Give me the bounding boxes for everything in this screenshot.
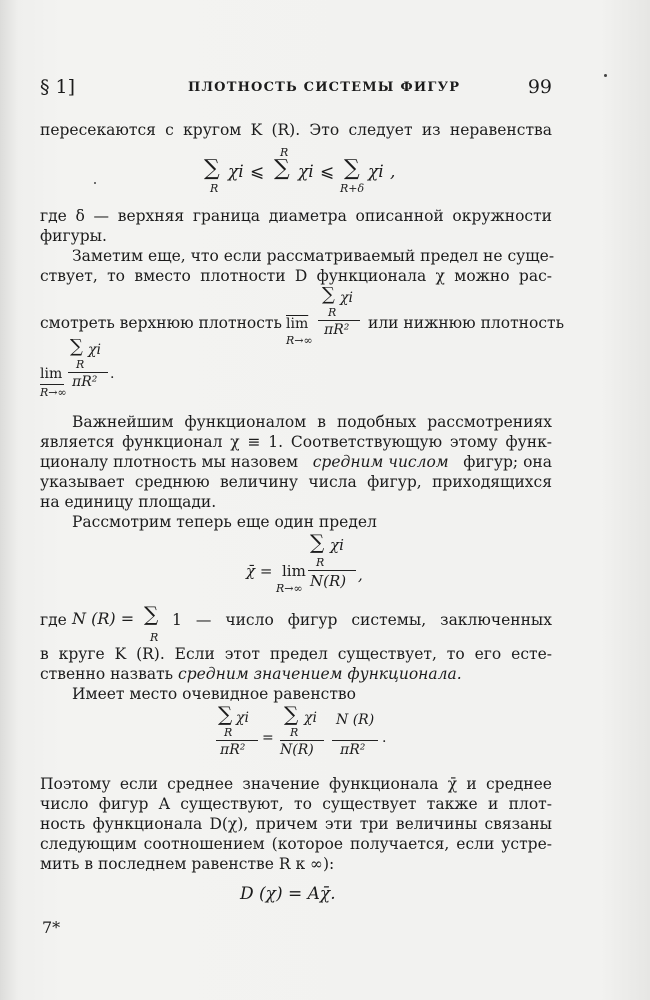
fraction-denominator: πR²	[220, 742, 246, 758]
fraction-denominator: πR²	[340, 742, 366, 758]
lim-subscript: R→∞	[40, 386, 67, 399]
fraction-bar	[318, 320, 360, 321]
text-line	[40, 452, 552, 472]
eq-comma: ,	[390, 162, 396, 182]
lim-subscript: R→∞	[276, 582, 303, 595]
NR-equals: N (R) =	[72, 609, 135, 628]
text-segment: фигур; она	[463, 453, 552, 471]
speck-mark	[94, 182, 96, 184]
text-segment: ственно назвать	[40, 665, 174, 683]
sum-symbol: ∑	[284, 702, 299, 726]
section-number: § 1]	[40, 76, 76, 98]
fraction-bar	[68, 372, 108, 373]
fraction-bar	[308, 570, 356, 571]
fraction-denominator: πR²	[72, 374, 98, 390]
lim-sup: $\overline{lim}$	[286, 316, 309, 332]
chi-i-term: χi	[298, 162, 314, 182]
sum-symbol: ∑	[322, 284, 335, 305]
running-header	[40, 76, 552, 102]
le-sign: ⩽	[320, 162, 335, 182]
text-line: пересекаются с кругом K (R). Это следует из неравенства	[40, 121, 552, 139]
fraction-bar	[332, 740, 378, 741]
sum-symbol: ∑	[344, 156, 360, 181]
density-relation-equation: D (χ) = Aχ̄.	[240, 884, 336, 904]
lower-density-expression	[40, 336, 120, 400]
sum-symbol: ∑	[144, 602, 159, 626]
sum-symbol: ∑	[274, 156, 290, 181]
equals-sign: =	[262, 730, 274, 746]
sum-symbol: ∑	[204, 156, 220, 181]
text-line: ствует, то вместо плотности D функционала χ можно рас-	[40, 267, 552, 285]
lim-operator: lim	[282, 562, 306, 580]
lim-inf: lim	[40, 366, 63, 382]
text-line	[40, 664, 552, 684]
equality-equation	[216, 702, 396, 766]
sum-subscript: R	[316, 556, 325, 569]
text-line: на единицу площади.	[40, 493, 217, 511]
sum-symbol: ∑	[218, 702, 233, 726]
mean-value-equation	[246, 530, 376, 602]
fraction-denominator: N(R)	[280, 742, 314, 758]
emphasis-term: средним значением функционала.	[178, 665, 462, 683]
chi-i-term: χi	[304, 710, 317, 726]
sum-subscript: R	[290, 726, 299, 739]
sum-subscript: R+δ	[340, 182, 365, 195]
speck-mark	[604, 74, 607, 77]
sum-subscript: R	[224, 726, 233, 739]
inequality-equation	[204, 146, 404, 196]
text-line: ность функционала D(χ), причем эти три величины связаны	[40, 815, 552, 833]
text-line: число фигур A существуют, то существует также и плот-	[40, 795, 552, 813]
text-line: Имеет место очевидное равенство	[72, 685, 356, 703]
chi-i-term: χi	[88, 342, 101, 358]
eq-comma: ,	[358, 566, 363, 584]
fraction-bar	[280, 740, 324, 741]
text-line: Поэтому если среднее значение функционала χ̄ и среднее	[40, 775, 552, 793]
text-line: Важнейшим функционалом в подобных рассмотрениях	[72, 413, 552, 431]
text-line: фигуры.	[40, 227, 107, 245]
sum-subscript: R	[76, 358, 85, 371]
text-line: является функционал χ ≡ 1. Соответствующую этому функ-	[40, 433, 552, 451]
fraction-denominator: N(R)	[310, 572, 347, 590]
lim-subscript: R→∞	[286, 334, 313, 347]
sum-symbol: ∑	[70, 336, 83, 357]
chi-bar-equals: χ̄ =	[246, 562, 273, 580]
le-sign: ⩽	[250, 162, 265, 182]
text-line: Заметим еще, что если рассматриваемый предел не суще-	[72, 247, 555, 265]
running-title: ПЛОТНОСТЬ СИСТЕМЫ ФИГУР	[188, 80, 461, 95]
chi-i-term: χi	[330, 536, 344, 554]
eq-period: .	[382, 730, 387, 746]
fraction-bar	[216, 740, 258, 741]
eq-period: .	[110, 366, 115, 382]
fraction-numerator: N (R)	[336, 712, 375, 728]
text-segment: ционалу плотность мы назовем	[40, 453, 299, 471]
text-line: указывает среднюю величину числа фигур, приходящихся	[40, 473, 552, 491]
lim-underline	[40, 368, 64, 385]
text-segment: где	[40, 611, 67, 629]
text-segment: смотреть верхнюю плотность	[40, 314, 282, 332]
sum-subscript: R	[150, 631, 159, 644]
fraction-denominator: πR²	[324, 322, 350, 338]
text-line: Рассмотрим теперь еще один предел	[72, 513, 377, 531]
page-number: 99	[527, 76, 552, 98]
sum-symbol: ∑	[310, 530, 325, 554]
chi-i-term: χi	[236, 710, 249, 726]
chi-i-term: χi	[340, 290, 353, 306]
signature-mark: 7*	[42, 918, 61, 937]
sum-subscript: R	[210, 182, 219, 195]
sum-subscript: R	[328, 306, 337, 319]
emphasis-term: средним числом	[312, 453, 449, 471]
text-line: мить в последнем равенстве R к ∞):	[40, 855, 335, 873]
chi-i-term: χi	[228, 162, 244, 182]
text-line: следующим соотношением (которое получается, если устре-	[40, 835, 552, 853]
text-line: где δ — верхняя граница диаметра описанной окружности	[40, 207, 552, 225]
chi-i-term: χi	[368, 162, 384, 182]
text-segment: или нижнюю плотность	[368, 314, 565, 332]
text-line: в круге K (R). Если этот предел существует, то его есте-	[40, 645, 552, 663]
text-segment: 1 — число фигур системы, заключенных	[172, 611, 552, 629]
sum-superscript: R	[280, 146, 289, 159]
